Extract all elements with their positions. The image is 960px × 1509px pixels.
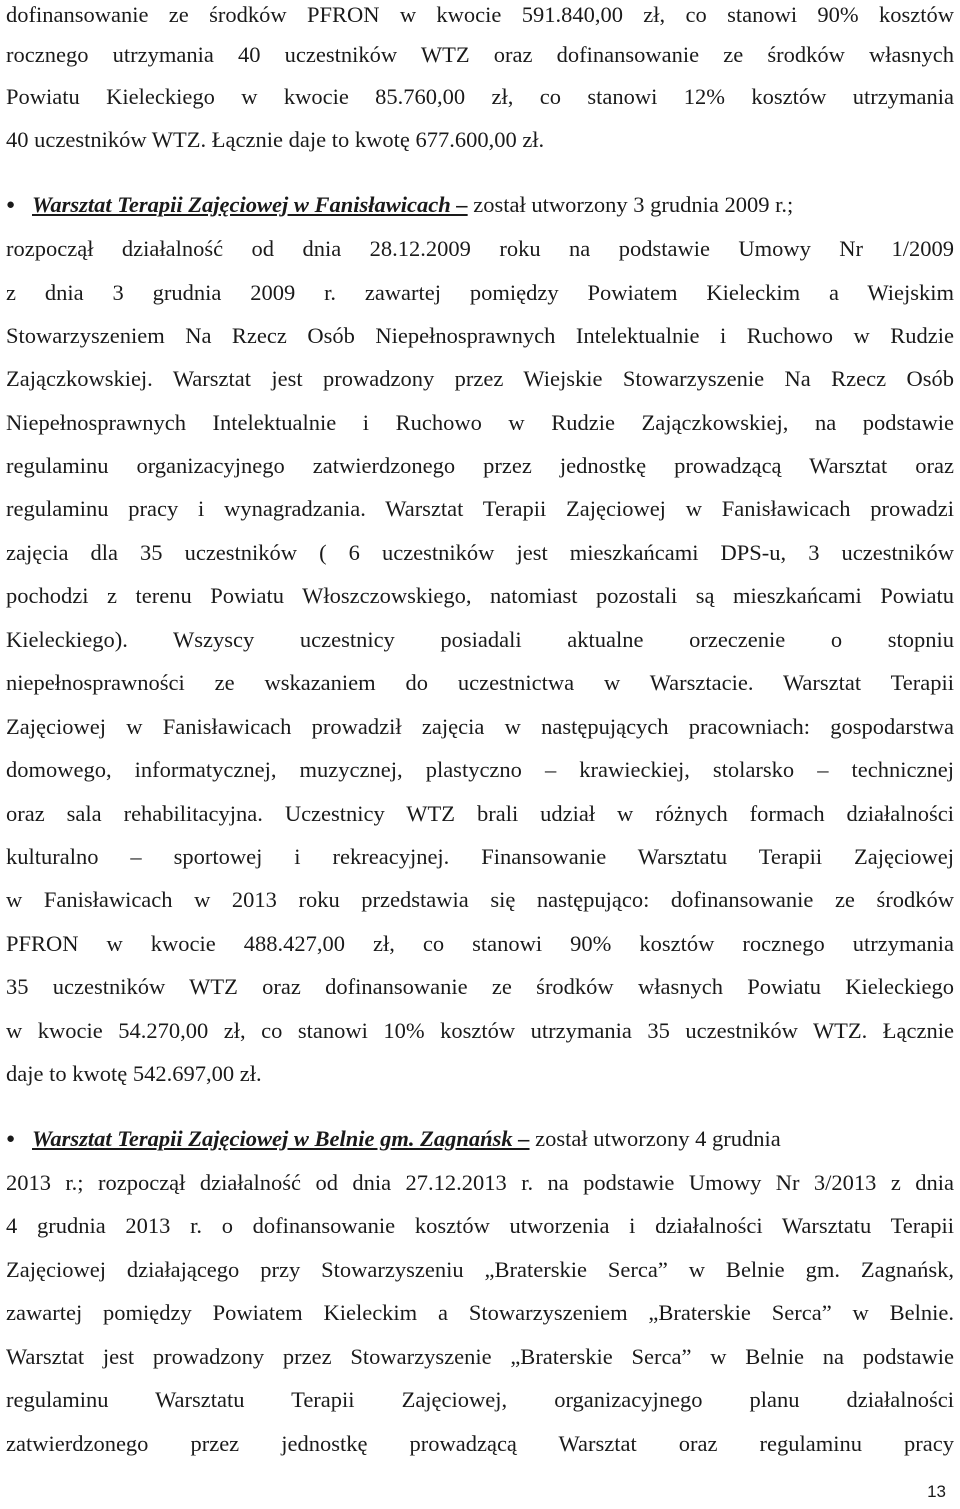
page-number: 13: [927, 1482, 946, 1501]
text-line: zatwierdzonego przez jednostkę prowadzącą Warsztat oraz regulaminu pracy: [6, 1431, 954, 1456]
text-line: Zajączkowskiej. Warsztat jest prowadzony przez Wiejskie Stowarzyszenie Na Rzecz Osób: [6, 366, 954, 391]
text-line: 4 grudnia 2013 r. o dofinansowanie kosztów utworzenia i działalności Warsztatu Terapii: [6, 1213, 954, 1238]
text-line: Zajęciowej w Fanisławicach prowadził zajęcia w następujących pracowniach: gospodarstwa: [6, 714, 954, 739]
text-line: niepełnosprawności ze wskazaniem do uczestnictwa w Warsztacie. Warsztat Terapii: [6, 670, 954, 695]
section-heading-line: [6, 1124, 954, 1154]
text-line: domowego, informatycznej, muzycznej, plastyczno – krawieckiej, stolarsko – technicznej: [6, 757, 954, 782]
text-line: w kwocie 54.270,00 zł, co stanowi 10% kosztów utrzymania 35 uczestników WTZ. Łącznie: [6, 1018, 954, 1043]
section-heading: Warsztat Terapii Zajęciowej w Belnie gm. Zagnańsk –: [32, 1126, 530, 1151]
text-line: Niepełnosprawnych Intelektualnie i Ruchowo w Rudzie Zajączkowskiej, na podstawie: [6, 410, 954, 435]
text-line: 2013 r.; rozpoczął działalność od dnia 27.12.2013 r. na podstawie Umowy Nr 3/2013 z dnia: [6, 1170, 954, 1195]
text-line: kulturalno – sportowej i rekreacyjnej. Finansowanie Warsztatu Terapii Zajęciowej: [6, 844, 954, 869]
text-line: regulaminu Warsztatu Terapii Zajęciowej, organizacyjnego planu działalności: [6, 1387, 954, 1412]
text-line: regulaminu pracy i wynagradzania. Warsztat Terapii Zajęciowej w Fanisławicach prowadzi: [6, 496, 954, 521]
text-line: PFRON w kwocie 488.427,00 zł, co stanowi 90% kosztów rocznego utrzymania: [6, 931, 954, 956]
text-line: daje to kwotę 542.697,00 zł.: [6, 1061, 262, 1086]
bullet-icon: ●: [6, 1131, 16, 1147]
text-line: 35 uczestników WTZ oraz dofinansowanie ze środków własnych Powiatu Kieleckiego: [6, 974, 954, 999]
text-line: regulaminu organizacyjnego zatwierdzonego przez jednostkę prowadzącą Warsztat oraz: [6, 453, 954, 478]
text-line: Powiatu Kieleckiego w kwocie 85.760,00 zł, co stanowi 12% kosztów utrzymania: [6, 84, 954, 109]
text-line: w Fanisławicach w 2013 roku przedstawia się następująco: dofinansowanie ze środków: [6, 887, 954, 912]
text-line: pochodzi z terenu Powiatu Włoszczowskiego, natomiast pozostali są mieszkańcami Powiatu: [6, 583, 954, 608]
section-heading-rest: został utworzony 4 grudnia: [529, 1126, 781, 1151]
bullet-icon: ●: [6, 197, 16, 213]
text-line: rozpoczął działalność od dnia 28.12.2009 roku na podstawie Umowy Nr 1/2009: [6, 236, 954, 261]
text-line: Zajęciowej działającego przy Stowarzyszeniu „Braterskie Serca” w Belnie gm. Zagnańsk,: [6, 1257, 954, 1282]
section-heading-line: [6, 190, 954, 220]
text-line: dofinansowanie ze środków PFRON w kwocie 591.840,00 zł, co stanowi 90% kosztów: [6, 2, 954, 27]
text-line: oraz sala rehabilitacyjna. Uczestnicy WTZ brali udział w różnych formach działalności: [6, 801, 954, 826]
text-line: 40 uczestników WTZ. Łącznie daje to kwotę 677.600,00 zł.: [6, 127, 545, 152]
text-line: Stowarzyszeniem Na Rzecz Osób Niepełnosprawnych Intelektualnie i Ruchowo w Rudzie: [6, 323, 954, 348]
text-line: Warsztat jest prowadzony przez Stowarzyszenie „Braterskie Serca” w Belnie na podstawie: [6, 1344, 954, 1369]
text-line: rocznego utrzymania 40 uczestników WTZ oraz dofinansowanie ze środków własnych: [6, 42, 954, 67]
section-heading: Warsztat Terapii Zajęciowej w Fanisławicach –: [32, 192, 468, 217]
text-line: z dnia 3 grudnia 2009 r. zawartej pomiędzy Powiatem Kieleckim a Wiejskim: [6, 280, 954, 305]
text-line: zajęcia dla 35 uczestników ( 6 uczestników jest mieszkańcami DPS-u, 3 uczestników: [6, 540, 954, 565]
text-line: zawartej pomiędzy Powiatem Kieleckim a Stowarzyszeniem „Braterskie Serca” w Belnie.: [6, 1300, 954, 1325]
section-heading-rest: został utworzony 3 grudnia 2009 r.;: [467, 192, 794, 217]
text-line: Kieleckiego). Wszyscy uczestnicy posiadali aktualne orzeczenie o stopniu: [6, 627, 954, 652]
